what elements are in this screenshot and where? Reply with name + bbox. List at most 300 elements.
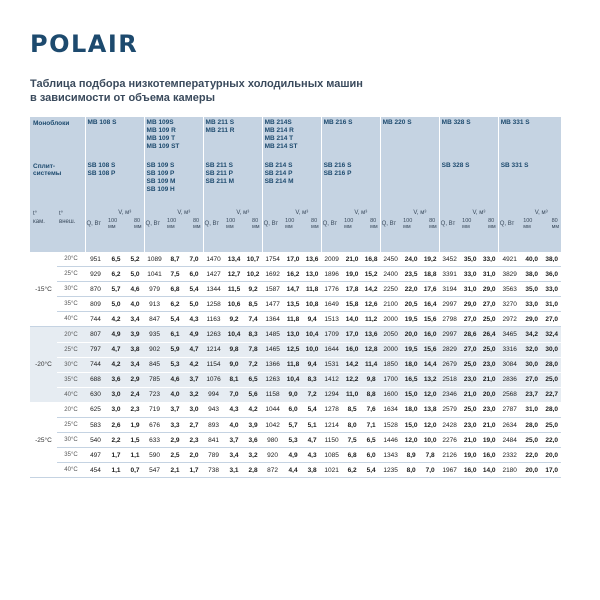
q-header: Q, Вт (144, 207, 165, 252)
mm80-label (429, 218, 437, 230)
table-row (30, 252, 561, 267)
split-models-cell (498, 160, 561, 207)
q-value: 2100 (380, 297, 401, 312)
q-value: 841 (203, 433, 224, 448)
q-value: 872 (262, 463, 283, 478)
q-value: 1364 (262, 312, 283, 327)
v100-value: 8,9 (401, 448, 421, 463)
q-value: 951 (85, 252, 106, 267)
v100-value: 5,7 (106, 282, 126, 297)
v100-value: 16,0 (342, 342, 362, 357)
v80-value: 14,2 (362, 282, 380, 297)
v100-value: 9,8 (224, 342, 244, 357)
q-value: 3563 (498, 282, 521, 297)
mono-model: MB 328 S (441, 119, 471, 126)
v80-value: 13,6 (362, 327, 380, 342)
v80-value: 12,6 (362, 297, 380, 312)
v100-value: 17,0 (283, 252, 303, 267)
volume-header (106, 207, 144, 252)
v80-value: 31,0 (542, 297, 561, 312)
q-value: 3452 (439, 252, 460, 267)
mm80-label (252, 218, 260, 230)
mm-labels (460, 216, 498, 230)
v80-value: 11,2 (362, 312, 380, 327)
v100-value: 1,1 (106, 463, 126, 478)
split-model: SB 109 M (146, 178, 176, 185)
t-out-value: 30°С (57, 357, 85, 372)
q-value: 1513 (321, 312, 342, 327)
v80-value: 4,9 (185, 327, 203, 342)
table-row (30, 327, 561, 342)
v80-value: 28,0 (542, 402, 561, 417)
v100-value: 24,0 (401, 252, 421, 267)
t-out-line: внеш. (59, 219, 76, 225)
v80-value: 9,4 (303, 357, 321, 372)
v100-value: 33,0 (460, 267, 480, 282)
v100-value: 23,0 (460, 418, 480, 433)
v80-value: 5,0 (185, 297, 203, 312)
mm80-label (311, 218, 319, 230)
v100-value: 6,1 (165, 327, 185, 342)
q-value: 1294 (321, 387, 342, 402)
v100-value: 8,5 (342, 402, 362, 417)
v100-value: 27,0 (460, 312, 480, 327)
mm100: 100 (462, 218, 472, 224)
v80-value: 5,4 (185, 282, 203, 297)
q-value: 1587 (262, 282, 283, 297)
q-value: 845 (144, 357, 165, 372)
v100-value: 22,0 (521, 448, 542, 463)
v100-value: 27,0 (521, 372, 542, 387)
mm80: 80 (370, 218, 377, 224)
mono-model: MB 109 R (146, 127, 176, 134)
q-value: 1258 (203, 297, 224, 312)
q-value: 630 (85, 387, 106, 402)
v100-value: 4,0 (165, 387, 185, 402)
q-value: 1085 (321, 448, 342, 463)
v80-value: 10,0 (303, 342, 321, 357)
mm-unit: мм (488, 224, 496, 230)
v80-value: 3,2 (244, 448, 262, 463)
t-cam-value: -20°С (30, 327, 57, 402)
v100-value: 11,8 (283, 357, 303, 372)
q-value: 789 (203, 448, 224, 463)
t-out-value: 40°С (57, 312, 85, 327)
v100-value: 2,9 (165, 433, 185, 448)
mm-unit: мм (551, 224, 560, 230)
q-value: 1163 (203, 312, 224, 327)
volume-header (521, 207, 561, 252)
q-header: Q, Вт (85, 207, 106, 252)
v100-value: 16,0 (460, 463, 480, 478)
q-value: 902 (144, 342, 165, 357)
q-value: 688 (85, 372, 106, 387)
v100-value: 6,2 (106, 267, 126, 282)
mono-model: MB 109S (146, 119, 174, 126)
mm100-label (523, 218, 532, 230)
v80-value: 8,5 (244, 297, 262, 312)
v80-value: 1,5 (126, 433, 144, 448)
mm-unit: мм (523, 224, 531, 230)
v80-value: 18,8 (421, 267, 439, 282)
v100-value: 19,5 (401, 312, 421, 327)
mm-unit: мм (192, 224, 201, 230)
v80-value: 6,5 (244, 372, 262, 387)
q-value: 3465 (498, 327, 521, 342)
q-value: 797 (85, 342, 106, 357)
volume-label: V, м³ (118, 210, 132, 216)
v100-value: 32,0 (521, 342, 542, 357)
t-out-value: 20°С (57, 327, 85, 342)
v80-value: 4,3 (303, 448, 321, 463)
mm-unit: мм (226, 224, 234, 230)
q-value: 2332 (498, 448, 521, 463)
mm-unit: мм (462, 224, 470, 230)
v100-value: 1,7 (106, 448, 126, 463)
mono-label: Моноблоки (30, 117, 85, 160)
v80-value: 3,7 (185, 372, 203, 387)
v100-value: 4,2 (106, 312, 126, 327)
q-value: 807 (85, 327, 106, 342)
mm100-label (108, 218, 117, 230)
q-value: 1076 (203, 372, 224, 387)
mm100: 100 (344, 218, 354, 224)
split-label (30, 160, 85, 207)
mm-labels (283, 216, 321, 230)
v100-value: 10,6 (224, 297, 244, 312)
q-value: 1021 (321, 463, 342, 478)
mono-models-cell (203, 117, 262, 160)
split-model: SB 214 P (264, 170, 293, 177)
units-header-row (30, 207, 561, 252)
v100-value: 12,0 (401, 433, 421, 448)
mm80: 80 (133, 218, 141, 224)
v80-value: 4,7 (185, 342, 203, 357)
v100-value: 31,0 (460, 282, 480, 297)
v100-value: 21,0 (460, 433, 480, 448)
q-value: 929 (85, 267, 106, 282)
q-value: 540 (85, 433, 106, 448)
volume-header (401, 207, 439, 252)
v100-value: 25,0 (460, 357, 480, 372)
v80-value: 3,6 (244, 433, 262, 448)
v80-value: 14,4 (421, 357, 439, 372)
v100-value: 12,5 (283, 342, 303, 357)
v80-value: 12,8 (362, 342, 380, 357)
q-header: Q, Вт (321, 207, 342, 252)
v80-value: 13,0 (303, 267, 321, 282)
q-value: 3316 (498, 342, 521, 357)
q-value: 1343 (380, 448, 401, 463)
volume-header (342, 207, 380, 252)
split-model: SB 216 P (323, 170, 352, 177)
v80-value: 9,8 (362, 372, 380, 387)
v80-value: 7,1 (362, 418, 380, 433)
volume-label: V, м³ (236, 210, 250, 216)
q-value: 979 (144, 282, 165, 297)
q-value: 870 (85, 282, 106, 297)
q-value: 1446 (380, 433, 401, 448)
v100-value: 14,7 (283, 282, 303, 297)
v100-value: 27,0 (460, 342, 480, 357)
mono-model: MB 331 S (500, 119, 530, 126)
v100-value: 7,5 (342, 433, 362, 448)
q-value: 625 (85, 402, 106, 417)
mm-unit: мм (429, 224, 437, 230)
q-value: 1278 (321, 402, 342, 417)
v100-value: 25,0 (521, 433, 542, 448)
q-value: 2400 (380, 267, 401, 282)
q-value: 1754 (262, 252, 283, 267)
v80-value: 2,3 (185, 433, 203, 448)
q-value: 2450 (380, 252, 401, 267)
v100-value: 15,0 (401, 418, 421, 433)
brand-logo: POLAIR (30, 30, 139, 58)
v80-value: 3,8 (303, 463, 321, 478)
mm80-label (370, 218, 378, 230)
v100-value: 11,0 (342, 387, 362, 402)
v80-value: 1,1 (126, 448, 144, 463)
q-value: 1042 (262, 418, 283, 433)
v80-value: 8,3 (303, 372, 321, 387)
q-value: 1214 (203, 342, 224, 357)
split-model: SB 216 S (323, 162, 352, 169)
v80-value: 21,0 (480, 418, 498, 433)
split-header-row (30, 160, 561, 207)
t-out-value: 35°С (57, 448, 85, 463)
v80-value: 30,0 (542, 342, 561, 357)
v80-value: 6,5 (362, 433, 380, 448)
v80-value: 32,4 (542, 327, 561, 342)
split-models-cell (321, 160, 380, 207)
t-cam-value: -25°С (30, 402, 57, 477)
v100-value: 10,4 (224, 327, 244, 342)
q-value: 1150 (321, 433, 342, 448)
v100-value: 6,2 (342, 463, 362, 478)
q-value: 935 (144, 327, 165, 342)
title-line-2: в зависимости от объема камеры (30, 92, 215, 104)
q-value: 2836 (498, 372, 521, 387)
q-value: 2679 (439, 357, 460, 372)
v80-value: 2,7 (185, 418, 203, 433)
q-value: 2997 (439, 297, 460, 312)
split-model: SB 328 S (441, 162, 470, 169)
q-value: 943 (203, 402, 224, 417)
table-row (30, 372, 561, 387)
v80-value: 16,4 (421, 297, 439, 312)
mm100: 100 (403, 218, 413, 224)
q-value: 1154 (203, 357, 224, 372)
mm-unit: мм (311, 224, 319, 230)
v100-value: 4,4 (283, 463, 303, 478)
v80-value: 2,9 (126, 372, 144, 387)
v100-value: 25,0 (460, 402, 480, 417)
v100-value: 7,5 (165, 267, 185, 282)
v80-value: 13,8 (421, 402, 439, 417)
table-body (30, 117, 561, 478)
volume-label: V, м³ (295, 210, 309, 216)
title-line-1: Таблица подбора низкотемпературных холодильных машин (30, 78, 363, 90)
v80-value: 4,6 (126, 282, 144, 297)
q-value: 847 (144, 312, 165, 327)
v100-value: 31,0 (521, 402, 542, 417)
v80-value: 5,2 (126, 252, 144, 267)
v80-value: 12,0 (421, 418, 439, 433)
mono-model: MB 214S (264, 119, 292, 126)
v100-value: 14,0 (342, 312, 362, 327)
mono-models-cell (144, 117, 203, 160)
v80-value: 5,4 (362, 463, 380, 478)
v100-value: 4,2 (106, 357, 126, 372)
v80-value: 22,0 (542, 433, 561, 448)
v100-value: 8,7 (165, 252, 185, 267)
v80-value: 7,6 (362, 402, 380, 417)
v80-value: 10,0 (421, 433, 439, 448)
mm80-label (488, 218, 496, 230)
v80-value: 7,8 (244, 342, 262, 357)
q-value: 1263 (203, 327, 224, 342)
mono-header-row (30, 117, 561, 160)
table-row (30, 267, 561, 282)
q-value: 1634 (380, 402, 401, 417)
v100-value: 13,5 (283, 297, 303, 312)
page-title (30, 77, 550, 105)
v80-value: 25,0 (542, 418, 561, 433)
v80-value: 3,2 (185, 387, 203, 402)
v80-value: 23,0 (480, 357, 498, 372)
q-value: 980 (262, 433, 283, 448)
q-value: 2346 (439, 387, 460, 402)
q-value: 2798 (439, 312, 460, 327)
v80-value: 4,0 (126, 297, 144, 312)
v80-value: 4,2 (185, 357, 203, 372)
v80-value: 9,4 (303, 312, 321, 327)
mm-labels (342, 216, 380, 230)
v80-value: 10,4 (303, 327, 321, 342)
v100-value: 16,5 (401, 372, 421, 387)
mono-models-cell (498, 117, 561, 160)
v80-value: 15,2 (362, 267, 380, 282)
mm80: 80 (429, 218, 436, 224)
q-value: 994 (203, 387, 224, 402)
mm80: 80 (488, 218, 495, 224)
table-row (30, 387, 561, 402)
v80-value: 3,4 (126, 312, 144, 327)
v100-value: 11,5 (224, 282, 244, 297)
v80-value: 21,0 (480, 372, 498, 387)
q-value: 2126 (439, 448, 460, 463)
q-value: 590 (144, 448, 165, 463)
mm-labels (106, 216, 144, 230)
mm-unit: мм (108, 224, 116, 230)
v80-value: 7,2 (303, 387, 321, 402)
q-value: 893 (203, 418, 224, 433)
q-value: 1700 (380, 372, 401, 387)
v100-value: 8,1 (224, 372, 244, 387)
q-value: 1600 (380, 387, 401, 402)
v80-value: 7,4 (244, 312, 262, 327)
t-out-value: 25°С (57, 267, 85, 282)
v100-value: 35,0 (460, 252, 480, 267)
q-value: 1041 (144, 267, 165, 282)
mono-model: MB 216 S (323, 119, 353, 126)
mono-model: MB 211 S (205, 119, 235, 126)
mm80-label (134, 218, 142, 230)
v100-value: 22,0 (401, 282, 421, 297)
v100-value: 23,0 (460, 372, 480, 387)
mm-labels (521, 216, 561, 230)
mm100: 100 (285, 218, 295, 224)
t-cam-line: t° (33, 211, 38, 217)
t-out-value: 35°С (57, 297, 85, 312)
v80-value: 3,9 (126, 327, 144, 342)
mm-labels (401, 216, 439, 230)
t-out-value: 20°С (57, 402, 85, 417)
v100-value: 12,7 (224, 267, 244, 282)
q-value: 2000 (380, 342, 401, 357)
q-value: 1263 (262, 372, 283, 387)
v80-value: 15,6 (421, 312, 439, 327)
q-value: 454 (85, 463, 106, 478)
v100-value: 2,6 (106, 418, 126, 433)
v100-value: 23,5 (401, 267, 421, 282)
mono-model: MB 109 ST (146, 143, 180, 150)
v80-value: 7,0 (185, 252, 203, 267)
split-models-cell (380, 160, 439, 207)
table-row (30, 433, 561, 448)
table-row (30, 312, 561, 327)
mm-unit: мм (370, 224, 378, 230)
mono-model: MB 220 S (382, 119, 412, 126)
mm-labels (165, 216, 203, 230)
split-models-cell (262, 160, 321, 207)
v100-value: 3,0 (106, 387, 126, 402)
split-label-line: системы (33, 170, 62, 177)
mono-model: MB 214 R (264, 127, 294, 134)
v80-value: 12,0 (421, 387, 439, 402)
v100-value: 6,8 (165, 282, 185, 297)
v80-value: 1,9 (126, 418, 144, 433)
v100-value: 23,7 (521, 387, 542, 402)
mm-unit: мм (403, 224, 411, 230)
mm100: 100 (523, 218, 533, 224)
t-out-header (57, 207, 85, 252)
v100-value: 18,0 (401, 357, 421, 372)
split-model: SB 211 S (205, 162, 234, 169)
v100-value: 13,0 (283, 327, 303, 342)
v100-value: 16,2 (283, 267, 303, 282)
v100-value: 5,7 (283, 418, 303, 433)
v100-value: 30,0 (521, 357, 542, 372)
q-value: 583 (85, 418, 106, 433)
q-header: Q, Вт (262, 207, 283, 252)
v100-value: 20,0 (521, 463, 542, 478)
q-value: 2009 (321, 252, 342, 267)
v80-value: 2,3 (126, 402, 144, 417)
v100-value: 4,9 (106, 327, 126, 342)
split-models-cell (203, 160, 262, 207)
q-value: 785 (144, 372, 165, 387)
t-out-value: 40°С (57, 387, 85, 402)
v80-value: 22,7 (542, 387, 561, 402)
q-value: 2568 (498, 387, 521, 402)
v80-value: 8,8 (362, 387, 380, 402)
v100-value: 21,0 (460, 387, 480, 402)
v80-value: 16,8 (362, 252, 380, 267)
mm100-label (226, 218, 235, 230)
v80-value: 6,0 (185, 267, 203, 282)
table-row (30, 418, 561, 433)
